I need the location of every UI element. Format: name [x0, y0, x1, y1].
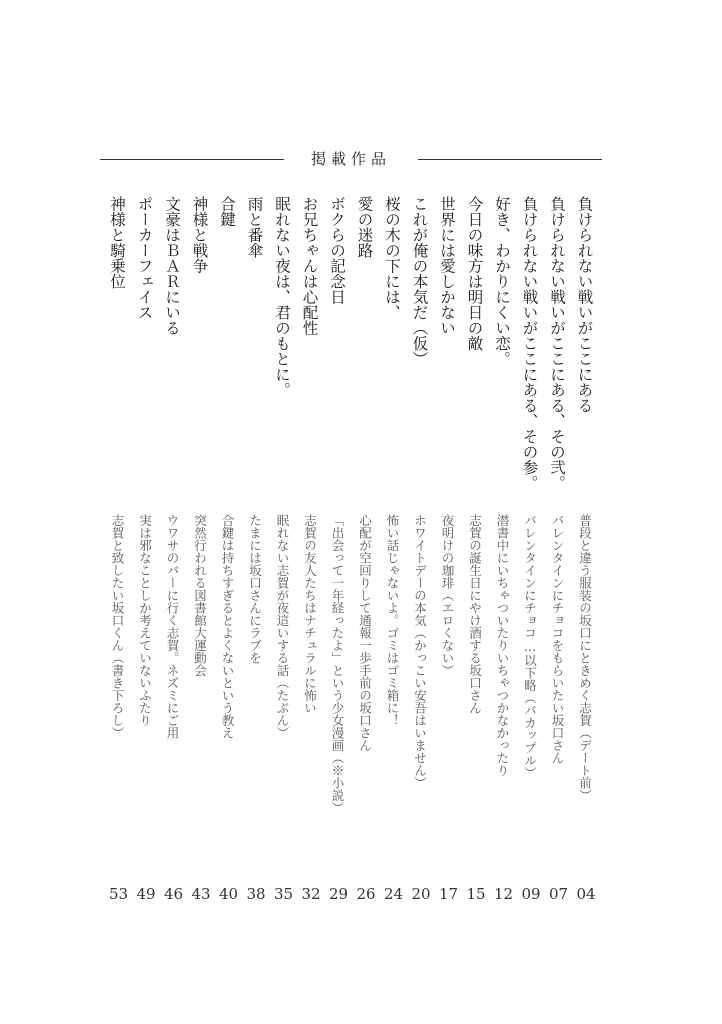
entry-title: ボクらの記念日	[328, 196, 346, 305]
entry-subtitle: 「出会って一年経ったよ」という少女漫画（※小説）	[330, 514, 345, 814]
entry-page-number: 35	[273, 885, 294, 903]
entry-page-number: 43	[191, 885, 211, 903]
entry-subtitle: 普段と違う服装の坂口にときめく志賀（デート前）	[577, 514, 593, 802]
entry-page-number: 12	[493, 885, 514, 903]
entry-title: 合鍵	[218, 196, 236, 227]
entry-page-number: 04	[576, 885, 596, 903]
entry-title: 愛の迷路	[355, 196, 374, 258]
entry-page-number: 15	[466, 885, 486, 903]
entry-page-number: 26	[356, 885, 376, 903]
entry-title: 雨と番傘	[245, 196, 264, 258]
entry-title: 負けられない戦いがここにある、その参。	[520, 196, 539, 491]
entry-title: 負けられない戦いがここにある、その弐。	[548, 196, 566, 491]
entry-subtitle: 突然行われる図書館大運動会	[192, 514, 208, 677]
entry-title: これが俺の本気だ（仮）	[410, 196, 429, 367]
entry-page-number: 09	[521, 885, 541, 903]
entry-title: 眠れない夜は、君のもとに。	[273, 196, 291, 398]
entry-title: 神様と戦争	[190, 196, 209, 274]
entry-subtitle: ウワサのバーに行く志賀。ネズミにご用	[165, 514, 180, 739]
entry-subtitle: 潜書中にいちゃついたりいちゃつかなかったり	[495, 514, 510, 777]
entry-subtitle: 心配が空回りして通報一歩手前の坂口さん	[357, 514, 373, 752]
entry-subtitle: たまには坂口さんにラブを	[247, 514, 263, 664]
entry-title: 今日の味方は明日の敵	[465, 196, 484, 351]
toc-header	[100, 146, 602, 172]
entry-subtitle: 眠れない志賀が夜這いする話（たぶん）	[275, 514, 290, 739]
entry-page-number: 40	[218, 885, 239, 903]
entry-page-number: 17	[438, 885, 459, 903]
entry-title: 神様と騎乗位	[108, 196, 126, 289]
entry-page-number: 24	[383, 885, 404, 903]
entry-title: ポーカーフェイス	[135, 196, 154, 320]
entry-page-number: 32	[301, 885, 321, 903]
entry-page-number: 20	[411, 885, 431, 903]
entry-page-number: 53	[108, 885, 129, 903]
entry-title: 世界には愛しかない	[438, 196, 456, 336]
entry-title: お兄ちゃんは心配性	[300, 196, 319, 336]
entry-title: 好き、わかりにくい恋。	[493, 196, 511, 367]
entry-subtitle: 志賀の誕生日にやけ酒する坂口さん	[467, 514, 483, 714]
entry-title: 文豪はＢＡＲにいる	[163, 196, 181, 336]
entry-page-number: 07	[548, 885, 569, 903]
entry-page-number: 46	[163, 885, 184, 903]
toc-heading: 掲載作品	[310, 150, 391, 168]
entry-subtitle: バレンタインにチョコ…以下略（バカップル）	[522, 514, 538, 779]
entry-page-number: 49	[136, 885, 156, 903]
entry-subtitle: 実は邪なことしか考えていないふたり	[137, 514, 153, 727]
entry-subtitle: 怖い話じゃないよ。ゴミはゴミ箱に！	[385, 514, 400, 727]
entry-subtitle: 夜明けの珈琲（エロくない）	[440, 514, 455, 677]
header-rule-left	[100, 159, 284, 160]
entry-title: 負けられない戦いがここにある	[575, 196, 594, 413]
entry-subtitle: バレンタインにチョコをもらいたい坂口さん	[550, 514, 565, 764]
entry-subtitle: 志賀と致したい坂口くん（書き下ろし）	[110, 514, 125, 739]
entry-subtitle: 合鍵は持ちすぎるとよくないという教え	[220, 514, 235, 739]
entry-page-number: 38	[246, 885, 266, 903]
entry-title: 桜の木の下には、	[383, 196, 401, 320]
entry-subtitle: ホワイトデーの本気（かっこい安吾はいません）	[412, 514, 428, 789]
header-rule-right	[418, 159, 602, 160]
entry-subtitle: 志賀の友人たちはナチュラルに怖い	[302, 514, 318, 714]
entry-page-number: 29	[328, 885, 349, 903]
